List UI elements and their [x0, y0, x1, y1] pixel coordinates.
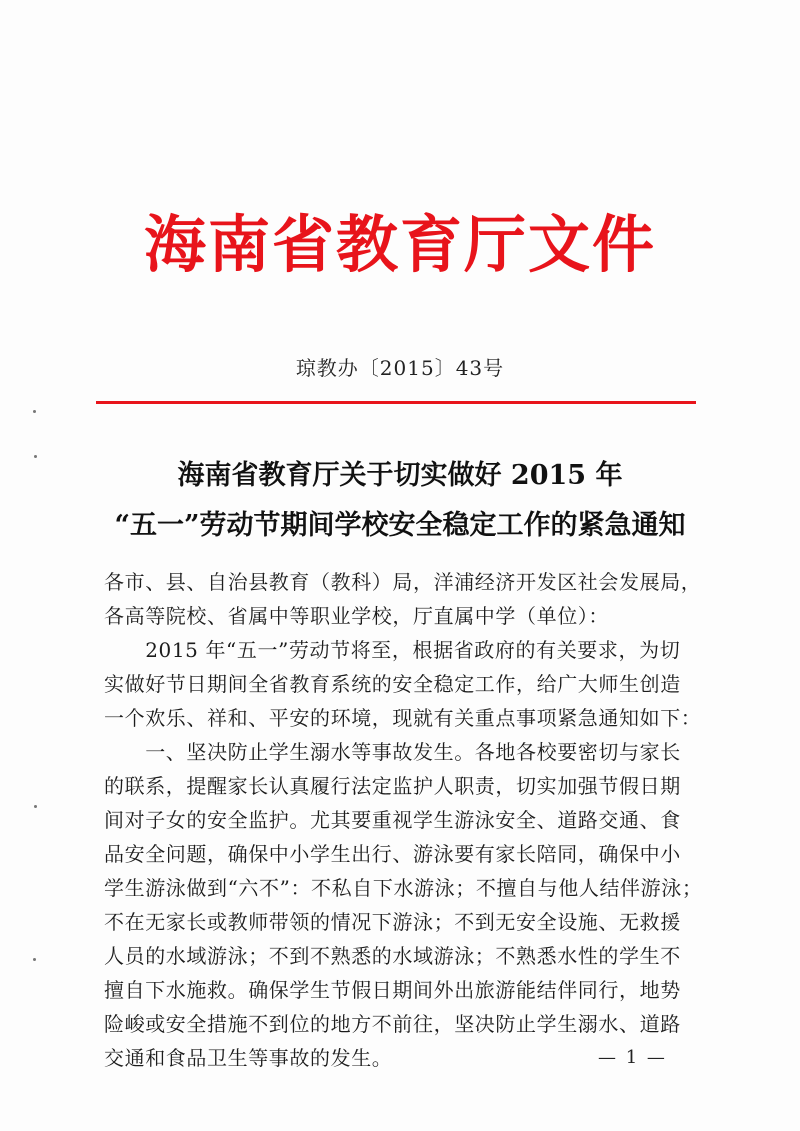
paragraph-line: 的联系，提醒家长认真履行法定监护人职责，切实加强节假日期	[104, 774, 681, 798]
notice-title-line-1: 海南省教育厅关于切实做好 2015 年	[177, 460, 623, 491]
document-number: 琼教办〔2015〕43号	[295, 356, 505, 380]
recipients-line: 各市、县、自治县教育（教科）局，洋浦经济开发区社会发展局，	[104, 570, 702, 594]
paragraph-line: 擅自下水施救。确保学生节假日期间外出旅游能结伴同行，地势	[104, 978, 681, 1002]
paragraph-line: 人员的水域游泳；不到不熟悉的水域游泳；不熟悉水性的学生不	[104, 944, 681, 968]
paragraph-line: 实做好节日期间全省教育系统的安全稳定工作，给广大师生创造	[104, 672, 681, 696]
scan-speck	[33, 958, 36, 961]
paragraph-line: 一、坚决防止学生溺水等事故发生。各地各校要密切与家长	[104, 740, 681, 764]
issuing-authority-header: 海南省教育厅文件	[143, 208, 656, 281]
intro-paragraph	[104, 633, 704, 735]
recipients-line: 各高等院校、省属中等职业学校，厅直属中学（单位）：	[104, 604, 609, 628]
recipients-block	[104, 565, 704, 633]
section-one-paragraph	[104, 735, 704, 1075]
paragraph-line: 交通和食品卫生等事故的发生。	[104, 1046, 393, 1070]
notice-title-line-2: “五一”劳动节期间学校安全稳定工作的紧急通知	[114, 510, 686, 541]
scan-speck	[33, 410, 36, 413]
scan-speck	[34, 455, 37, 458]
red-divider-line	[96, 401, 696, 404]
page-number: — 1 —	[598, 1047, 667, 1068]
paragraph-line: 间对子女的安全监护。尤其要重视学生游泳安全、道路交通、食	[104, 808, 681, 832]
scan-speck	[34, 805, 37, 808]
paragraph-line: 品安全问题，确保中小学生出行、游泳要有家长陪同，确保中小	[104, 842, 681, 866]
paragraph-line: 一个欢乐、祥和、平安的环境，现就有关重点事项紧急通知如下：	[104, 706, 702, 730]
paragraph-line: 不在无家长或教师带领的情况下游泳；不到无安全设施、无救援	[104, 910, 681, 934]
paragraph-line: 2015 年“五一”劳动节将至，根据省政府的有关要求，为切	[104, 638, 681, 662]
paragraph-line: 学生游泳做到“六不”：不私自下水游泳；不擅自与他人结伴游泳；	[104, 876, 703, 900]
paragraph-line: 险峻或安全措施不到位的地方不前往，坚决防止学生溺水、道路	[104, 1012, 681, 1036]
